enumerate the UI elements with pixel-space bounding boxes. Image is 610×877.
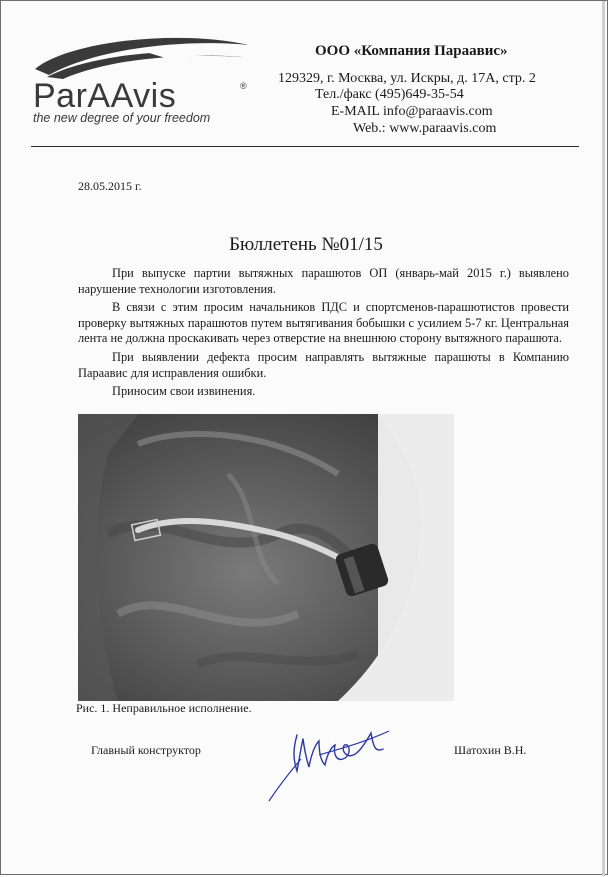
swoosh-icon	[29, 33, 257, 83]
company-website: Web.: www.paraavis.com	[353, 121, 497, 136]
paragraph: Приносим свои извинения.	[112, 384, 256, 399]
signatory-name: Шатохин В.Н.	[454, 743, 527, 757]
scan-edge	[602, 1, 605, 876]
paragraph: При выпуске партии вытяжных парашютов ОП (январь-май 2015 г.) выявлено нарушение технологии изготовления.	[78, 266, 569, 296]
company-logo	[29, 33, 257, 125]
parachute-photo	[78, 414, 454, 701]
registered-mark: ®	[240, 81, 247, 91]
company-name: ООО «Компания Параавис»	[315, 43, 508, 59]
company-phone: Тел./факс (495)649-35-54	[315, 87, 464, 102]
paragraph: В связи с этим просим начальников ПДС и спортсменов-парашютистов провести проверку вытяжных парашютов путем вытягивания бобышки с усилием 5-7 кг. Центральная лента не должна проскакивать через отверстие на внешнюю сторону вытяжного парашюта.	[78, 300, 569, 346]
signature-role: Главный конструктор	[91, 743, 201, 757]
document-date: 28.05.2015 г.	[78, 179, 142, 193]
document-title: Бюллетень №01/15	[229, 234, 383, 255]
logo-wordmark: ParAAvis	[33, 77, 177, 115]
paragraph: При выявлении дефекта просим направлять вытяжные парашюты в Компанию Параавис для исправления ошибки.	[78, 349, 569, 380]
handwritten-signature	[259, 709, 399, 805]
logo-tagline: the new degree of your freedom	[33, 111, 211, 125]
company-email: E-MAIL info@paraavis.com	[331, 104, 493, 119]
header-divider	[31, 146, 579, 147]
figure-caption: Рис. 1. Неправильное исполнение.	[76, 701, 252, 715]
company-address: 129329, г. Москва, ул. Искры, д. 17А, стр. 2	[278, 71, 536, 86]
document-body	[78, 266, 569, 403]
